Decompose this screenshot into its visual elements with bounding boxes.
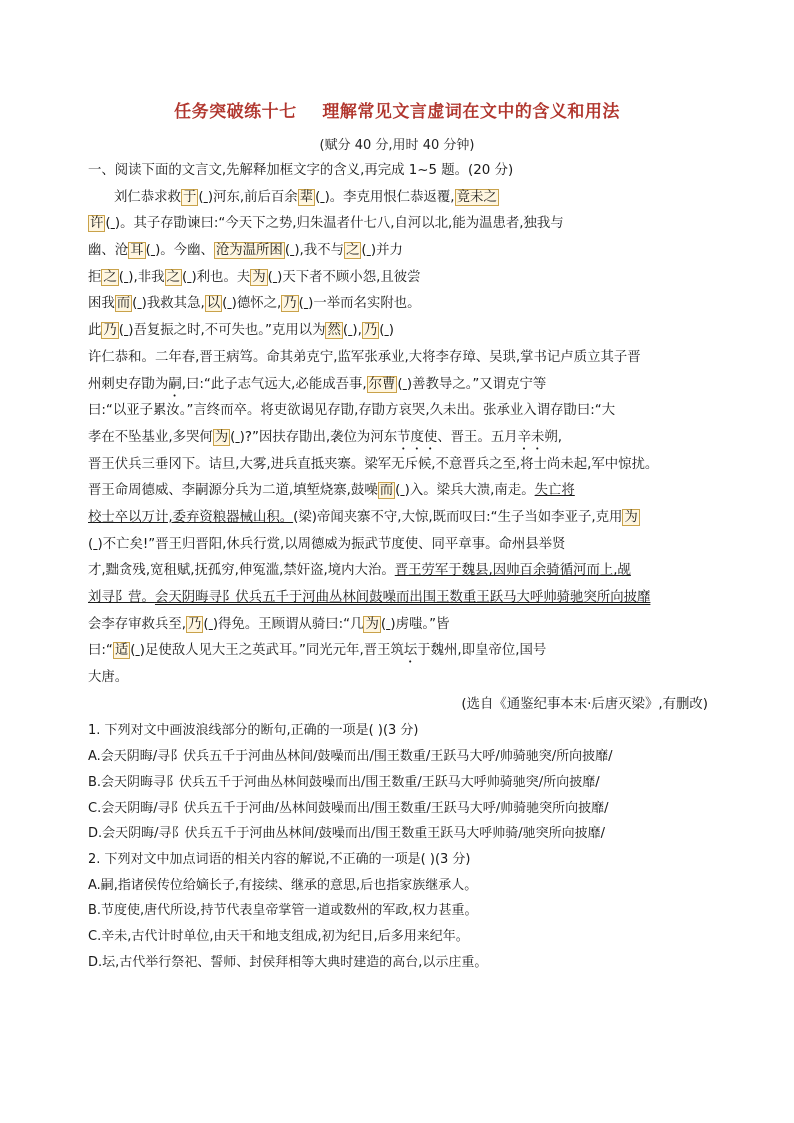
passage-line: 曰:“以亚子累汝。”言终而卒。将吏欲谒见存勖,存勖方哀哭,久未出。张承业入谓存勖曰:“大: [88, 403, 616, 419]
boxed-word: 尔曹: [368, 376, 396, 392]
passage-line: ( )不亡矣!”晋王归晋阳,休兵行赏,以周德威为振武节度使、同平章事。命州县举贤: [88, 536, 566, 552]
translation-underline: 晋王劳军于魏县,因帅百余骑循河而上,觇: [394, 563, 631, 579]
dotted-term: 嗣: [168, 376, 182, 392]
boxed-word: 之: [103, 269, 117, 285]
boxed-word: 乃: [188, 616, 202, 632]
question-2-option-d[interactable]: D.坛,古代举行祭祀、誓师、封侯拜相等大典时建造的高台,以示庄重。: [88, 954, 488, 970]
passage-line: 曰:“ 适 ( )足使敌人见大王之英武耳。”同光元年,晋王筑坛于魏州,即皇帝位,国号: [88, 643, 547, 659]
boxed-word: 适: [114, 643, 129, 659]
boxed-word: 而: [116, 296, 131, 312]
passage-line: [88, 585, 708, 612]
passage-line: 孝在不坠基业,多哭何 为 ( )?”因扶存勖出,袭位为河东节度使、晋王。五月辛未朔,: [88, 429, 563, 445]
boxed-phrase: 竟未之: [456, 189, 497, 205]
boxed-word: 辈: [299, 189, 314, 205]
passage-line: 刘仁恭求救 于 ( )河东,前后百余 辈 ( )。李克用恨仁恭返覆, 竟未之: [114, 189, 497, 205]
passage-line: 拒 之 ( ),非我 之 ( )利也。夫 为 ( )天下者不顾小怨,且彼尝: [88, 269, 421, 285]
question-1-stem: 1. 下列对文中画波浪线部分的断句,正确的一项是( )(3 分): [88, 723, 419, 739]
time-limit-note: (赋分 40 分,用时 40 分钟): [319, 138, 475, 153]
question-1-option-d[interactable]: D.会天阴晦/寻阝伏兵五千于河曲丛林间/鼓噪而出/围王数重王跃马大呼帅骑/驰突所向披靡/: [88, 826, 606, 842]
boxed-word: 之: [345, 243, 360, 259]
source-citation: (选自《通鉴纪事本末·后唐灭梁》,有删改): [461, 696, 708, 712]
question-2-option-b[interactable]: B.节度使,唐代所设,持节代表皇帝掌管一道或数州的军政,权力甚重。: [88, 903, 478, 919]
passage-line: 困我 而 ( )我救其急, 以 ( )德怀之, 乃 ( )一举而名实附也。: [88, 296, 421, 312]
passage-line: 校士卒以万计,委弃资粮器械山积。(梁)帝闻夹寨不守,大惊,既而叹曰:“生子当如李亚子,克用 为: [88, 509, 638, 525]
passage-line: 此 乃 ( )吾复振之时,不可失也。”克用以为 然 ( ), 乃 ( ): [88, 323, 394, 339]
passage-line: 许 ( )。其子存勖谏曰:“今天下之势,归朱温者什七八,自河以北,能为温患者,独我与: [90, 216, 564, 232]
boxed-word: 乃: [283, 296, 297, 312]
passage-line: 晋王命周德威、李嗣源分兵为二道,填堑烧寨,鼓噪 而 ( )入。梁兵大溃,南走。失亡将: [88, 483, 575, 499]
page-title: 任务突破练十七 理解常见文言虚词在文中的含义和用法: [174, 102, 620, 122]
boxed-word: 为: [214, 429, 229, 445]
passage-line: 许仁恭和。二年春,晋王病笃。命其弟克宁,监军张承业,大将李存璋、吴珙,掌书记卢质立其子晋: [88, 349, 641, 365]
question-1-option-b[interactable]: B.会天阴晦寻阝伏兵五千于河曲丛林间鼓噪而出/围王数重/王跃马大呼帅骑驰突/所向披靡/: [88, 774, 600, 790]
question-2-stem: 2. 下列对文中加点词语的相关内容的解说,不正确的一项是( )(3 分): [88, 851, 471, 867]
question-2-option-a[interactable]: A.嗣,指诸侯传位给嫡长子,有接续、继承的意思,后也指家族继承人。: [88, 877, 478, 893]
boxed-word: 然: [327, 323, 341, 339]
boxed-word: 为: [624, 509, 638, 525]
passage-body: [88, 158, 708, 975]
question-2-option-c[interactable]: C.辛未,古代计时单位,由天干和地支组成,初为纪日,后多用来纪年。: [88, 928, 469, 944]
passage-line: 大唐。: [88, 670, 129, 686]
boxed-word: 以: [206, 296, 221, 312]
boxed-word: 之: [166, 269, 180, 285]
boxed-word: 耳: [130, 243, 144, 259]
question-1-option-a[interactable]: A.会天阴晦/寻阝伏兵五千于河曲丛林间/鼓噪而出/围王数重/王跃马大呼/帅骑驰突/所向披靡/: [88, 749, 613, 765]
boxed-word: 为: [365, 616, 379, 632]
dotted-term: 节度使: [397, 429, 438, 445]
translation-underline: 校士卒以万计,委弃资粮器械山积。: [88, 509, 294, 525]
passage-line: 晋王伏兵三垂冈下。诘旦,大雾,进兵直抵夹寨。梁军无斥候,不意晋兵之至,将士尚未起,军中惊扰。: [88, 456, 659, 472]
boxed-word: 为: [252, 269, 266, 285]
passage-line: 州刺史存勖为嗣,曰:“此子志气远大,必能成吾事, 尔曹 ( )善教导之。”又谓克宁等: [88, 376, 547, 392]
translation-underline: 刘寻阝营。: [88, 590, 155, 605]
passage-line: 会李存审救兵至, 乃 ( )得免。王顾谓从骑曰:“几 为 ( )虏嗤。”皆: [88, 616, 450, 632]
boxed-word: 乃: [363, 323, 378, 339]
dotted-term: 坛: [403, 643, 418, 659]
translation-underline: 失亡将: [534, 483, 575, 499]
instruction-line: 一、阅读下面的文言文,先解释加框文字的含义,再完成 1~5 题。(20 分): [88, 163, 514, 178]
passage-line: 幽、沧 耳 ( )。今幽、 沧为温所困 ( ),我不与 之 ( )并力: [88, 243, 403, 259]
boxed-word: 而: [379, 483, 394, 499]
passage-line: 才,黜贪残,宽租赋,抚孤穷,伸冤滥,禁奸盗,境内大治。晋王劳军于魏县,因帅百余骑循河而上,觇: [88, 563, 631, 579]
boxed-word: 于: [182, 189, 197, 205]
boxed-phrase: 沧为温所困: [215, 243, 283, 259]
boxed-word: 乃: [103, 323, 117, 339]
boxed-word: 许: [90, 216, 104, 232]
wavy-underline-segment: 会天阴晦寻阝伏兵五千于河曲丛林间鼓噪而出围王数重王跃马大呼帅骑驰突所向披靡: [154, 590, 651, 605]
dotted-term: 辛未: [517, 429, 545, 445]
question-1-option-c[interactable]: C.会天阴晦/寻阝伏兵五千于河曲/丛林间鼓噪而出/围王数重/王跃马大呼/帅骑驰突所向披靡/: [88, 800, 609, 816]
